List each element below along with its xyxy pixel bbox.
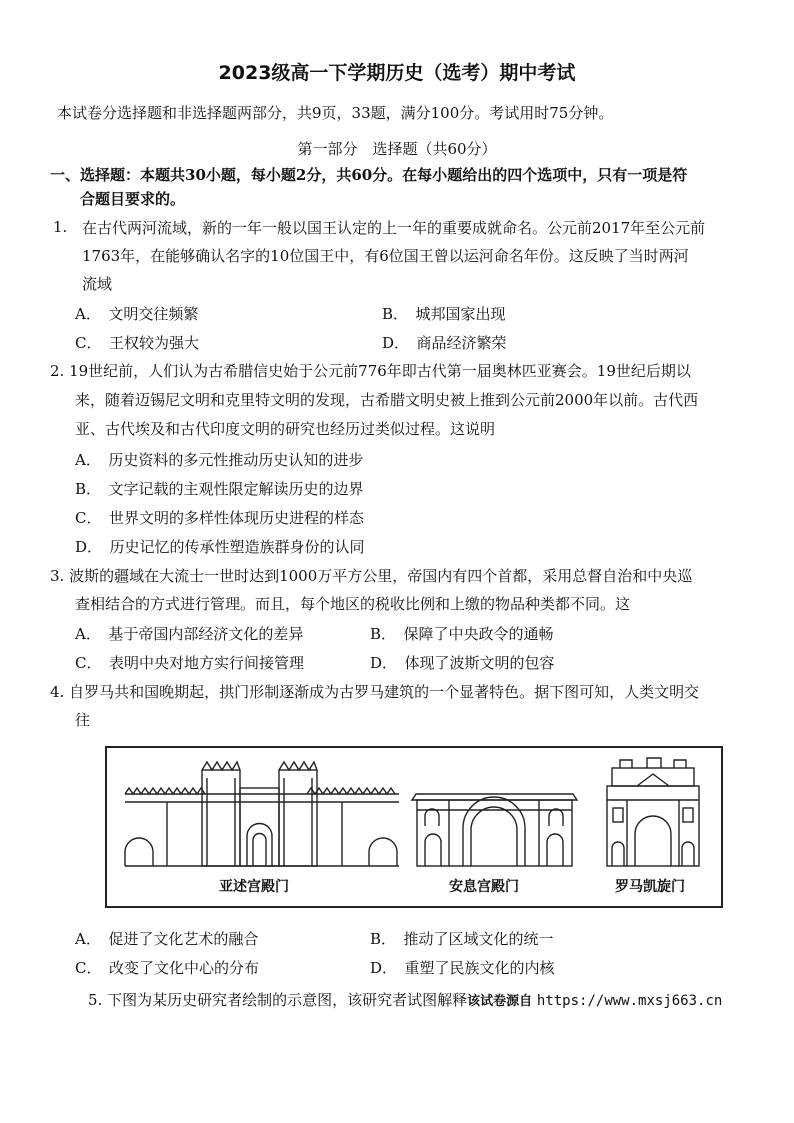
q1-stem-line3: 流域 — [82, 275, 113, 293]
parthian-gate-drawing — [412, 794, 577, 866]
roman-arch-drawing — [607, 758, 699, 866]
q3-option-b[interactable]: B． 保障了中央政令的通畅 — [370, 625, 554, 643]
exam-title: 2023级高一下学期历史（选考）期中考试 — [218, 62, 576, 84]
q1-option-b[interactable]: B． 城邦国家出现 — [382, 305, 506, 323]
q4-option-c[interactable]: C． 改变了文化中心的分布 — [75, 959, 259, 977]
part-one-heading: 第一部分 选择题（共60分） — [297, 140, 497, 158]
q3-option-a[interactable]: A． 基于帝国内部经济文化的差异 — [75, 625, 304, 643]
q2-stem-line3: 亚、古代埃及和古代印度文明的研究也经历过类似过程。这说明 — [75, 420, 496, 438]
q4-stem-line1: 4. 自罗马共和国晚期起，拱门形制逐渐成为古罗马建筑的一个显著特色。据下图可知，人类文明交 — [50, 683, 700, 701]
q1-stem-line2: 1763年，在能够确认名字的10位国王中，有6位国王曾以运河命名年份。这反映了当时两河 — [82, 247, 689, 265]
q5-stem-text: 5. 下图为某历史研究者绘制的示意图，该研究者试图解释 — [88, 991, 468, 1009]
q1-option-a[interactable]: A． 文明交往频繁 — [75, 305, 199, 323]
exam-intro: 本试卷分选择题和非选择题两部分，共9页，33题，满分100分。考试用时75分钟。 — [57, 104, 614, 122]
q4-stem-line2: 往 — [75, 711, 91, 729]
q1-stem-line1: 在古代两河流域，新的一年一般以国王认定的上一年的重要成就命名。公元前2017年至公元前 — [82, 219, 706, 237]
section-instruction-line1: 一、选择题：本题共30小题，每小题2分，共60分。在每小题给出的四个选项中，只有一项是符 — [50, 166, 688, 184]
arch-comparison-figure — [105, 746, 723, 908]
q4-option-a[interactable]: A． 促进了文化艺术的融合 — [75, 930, 259, 948]
q2-stem-line2: 来，随着迈锡尼文明和克里特文明的发现，古希腊文明史被上推到公元前2000年以前。古代西 — [75, 391, 699, 409]
assyrian-gate-drawing — [125, 762, 399, 866]
figure-caption-assyrian: 亚述宫殿门 — [219, 879, 289, 895]
q1-option-c[interactable]: C． 王权较为强大 — [75, 334, 199, 352]
figure-caption-parthian: 安息宫殿门 — [449, 879, 519, 895]
figure-caption-roman: 罗马凯旋门 — [615, 879, 685, 895]
source-note: 该试卷源自 — [467, 994, 533, 1009]
q3-option-c[interactable]: C． 表明中央对地方实行间接管理 — [75, 654, 304, 672]
q2-option-a[interactable]: A． 历史资料的多元性推动历史认知的进步 — [75, 451, 364, 469]
q3-option-d[interactable]: D． 体现了波斯文明的包容 — [370, 654, 555, 672]
section-instruction-line2: 合题目要求的。 — [80, 190, 186, 208]
q4-option-b[interactable]: B． 推动了区域文化的统一 — [370, 930, 554, 948]
q2-option-d[interactable]: D． 历史记忆的传承性塑造族群身份的认同 — [75, 538, 365, 556]
q1-option-d[interactable]: D． 商品经济繁荣 — [382, 334, 507, 352]
q1-number: 1. — [53, 218, 68, 236]
source-url[interactable]: https://www.mxsj663.cn — [536, 993, 723, 1009]
q3-stem-line1: 3. 波斯的疆域在大流士一世时达到1000万平方公里，帝国内有四个首都，采用总督自治和中央巡 — [50, 567, 693, 585]
q5-stem-line1 — [88, 990, 722, 1012]
q2-stem-line1: 2. 19世纪前，人们认为古希腊信史始于公元前776年即古代第一届奥林匹亚赛会。19世纪后期以 — [50, 362, 691, 380]
q2-option-b[interactable]: B． 文字记载的主观性限定解读历史的边界 — [75, 480, 364, 498]
q3-stem-line2: 查相结合的方式进行管理。而且，每个地区的税收比例和上缴的物品种类都不同。这 — [75, 595, 631, 613]
q2-option-c[interactable]: C． 世界文明的多样性体现历史进程的样态 — [75, 509, 364, 527]
q4-option-d[interactable]: D． 重塑了民族文化的内核 — [370, 959, 555, 977]
